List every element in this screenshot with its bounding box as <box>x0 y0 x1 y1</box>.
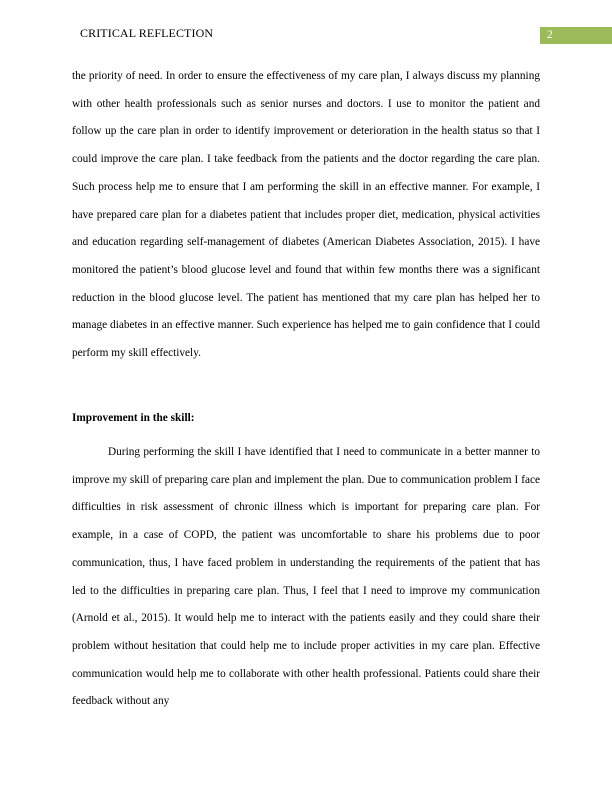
body-paragraph: During performing the skill I have identified that I need to communicate in a better manner to improve my skill of preparing care plan and implement the plan. Due to communication problem I face difficulties in risk assessment of chronic illness which is important for preparing care plan. For example, in a case of COPD, the patient was uncomfortable to share his problems due to poor communication, thus, I have faced problem in understanding the requirements of the patient that has led to the difficulties in preparing care plan. Thus, I feel that I need to improve my communication (Arnold et al., 2015). It would help me to interact with the patients easily and they could share their problem without hesitation that could help me to include proper activities in my care plan. Effective communication would help me to collaborate with other health professional. Patients could share their feedback without any <box>72 446 540 708</box>
running-head-title: CRITICAL REFLECTION <box>80 26 214 40</box>
body-paragraph: the priority of need. In order to ensure the effectiveness of my care plan, I always discuss my planning with other health professionals such as senior nurses and doctors. I use to monitor the patient and follow up the care plan in order to identify improvement or deterioration in the health status so that I could improve the care plan. I take feedback from the patients and the doctor regarding the care plan. Such process help me to ensure that I am performing the skill in an effective manner. For example, I have prepared care plan for a diabetes patient that includes proper diet, medication, physical activities and education regarding self-management of diabetes (American Diabetes Association, 2015). I have monitored the patient’s blood glucose level and found that within few months there was a significant reduction in the blood glucose level. The patient has mentioned that my care plan has helped her to manage diabetes in an effective manner. Such experience has helped me to gain confidence that I could perform my skill effectively. <box>72 70 540 360</box>
page-number-badge: 2 <box>540 27 612 44</box>
section-heading: Improvement in the skill: <box>72 412 195 424</box>
